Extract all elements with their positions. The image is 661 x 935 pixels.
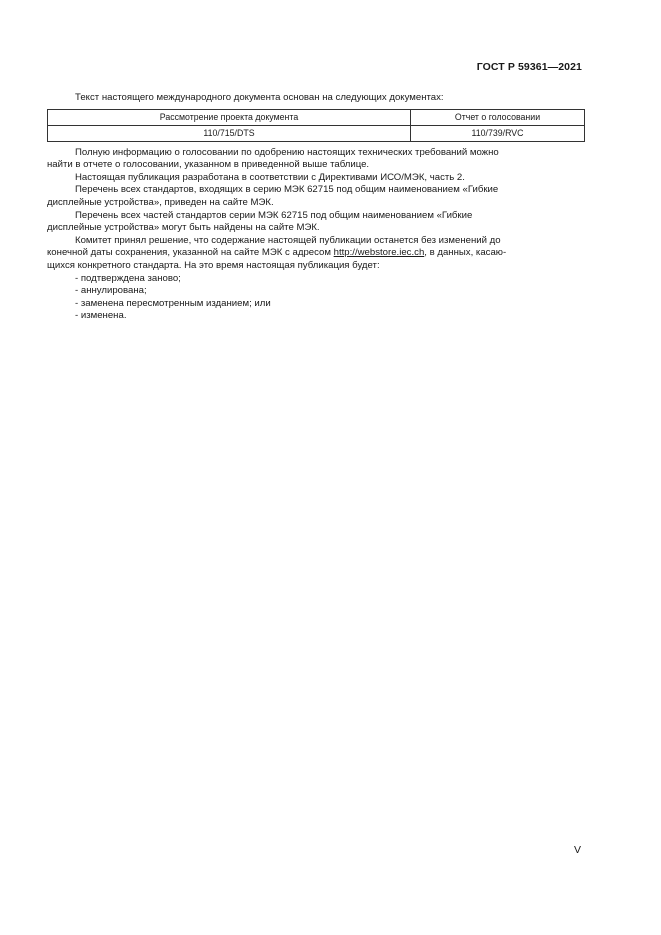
page-number: V	[573, 844, 581, 856]
paragraph-parts-list-line2: дисплейные устройства» могут быть найдены на сайте МЭК.	[47, 222, 320, 234]
paragraph-voting-info-line2: найти в отчете о голосовании, указанном в приведенной выше таблице.	[47, 159, 370, 171]
document-designation: ГОСТ Р 59361—2021	[476, 61, 582, 73]
list-item: - заменена пересмотренным изданием; или	[75, 297, 271, 309]
table-header-row	[48, 109, 585, 125]
voting-table	[47, 109, 585, 142]
webstore-link[interactable]: http://webstore.iec.ch	[333, 247, 425, 259]
list-item: - аннулирована;	[75, 285, 147, 297]
list-item: - подтверждена заново;	[75, 272, 181, 284]
paragraph-series-list	[47, 184, 585, 209]
paragraph-series-list-line1: Перечень всех стандартов, входящих в серию МЭК 62715 под общим наименованием «Гибкие	[75, 184, 499, 196]
paragraph-directives-line1: Настоящая публикация разработана в соответствии с Директивами ИСО/МЭК, часть 2.	[75, 171, 465, 183]
paragraph-voting-info-line1: Полную информацию о голосовании по одобрению настоящих технических требований можно	[75, 146, 499, 158]
paragraph-voting-info	[47, 146, 585, 172]
paragraph-committee-decision-line1: Комитет принял решение, что содержание настоящей публикации останется без изменений до	[75, 234, 501, 246]
paragraph-committee-decision-line2	[47, 247, 585, 260]
paragraph-committee-decision-text: конечной даты сохранения, указанной на сайте МЭК с адресом	[47, 247, 334, 259]
paragraph-committee-decision-line3: щихся конкретного стандарта. На это время настоящая публикация будет:	[47, 259, 380, 271]
paragraph-committee-decision-text-end: , в данных, касаю-	[424, 247, 507, 259]
paragraph-parts-list-line1: Перечень всех частей стандартов серии МЭК 62715 под общим наименованием «Гибкие	[75, 209, 473, 221]
table-cell-report: 110/739/RVC	[411, 125, 585, 141]
paragraph-series-list-line2: дисплейные устройства», приведен на сайте МЭК.	[47, 196, 274, 208]
paragraph-parts-list	[47, 209, 585, 235]
table-header-report: Отчет о голосовании	[411, 109, 585, 125]
table-header-draft: Рассмотрение проекта документа	[48, 109, 411, 125]
intro-text: Текст настоящего международного документа основан на следующих документах:	[75, 92, 444, 103]
publication-status-list	[75, 273, 585, 323]
list-item: - изменена.	[75, 310, 127, 322]
table-row	[48, 125, 585, 141]
table-cell-draft: 110/715/DTS	[48, 125, 411, 141]
paragraph-directives	[75, 172, 585, 185]
page-content	[47, 92, 585, 323]
paragraph-committee-decision	[47, 234, 585, 273]
